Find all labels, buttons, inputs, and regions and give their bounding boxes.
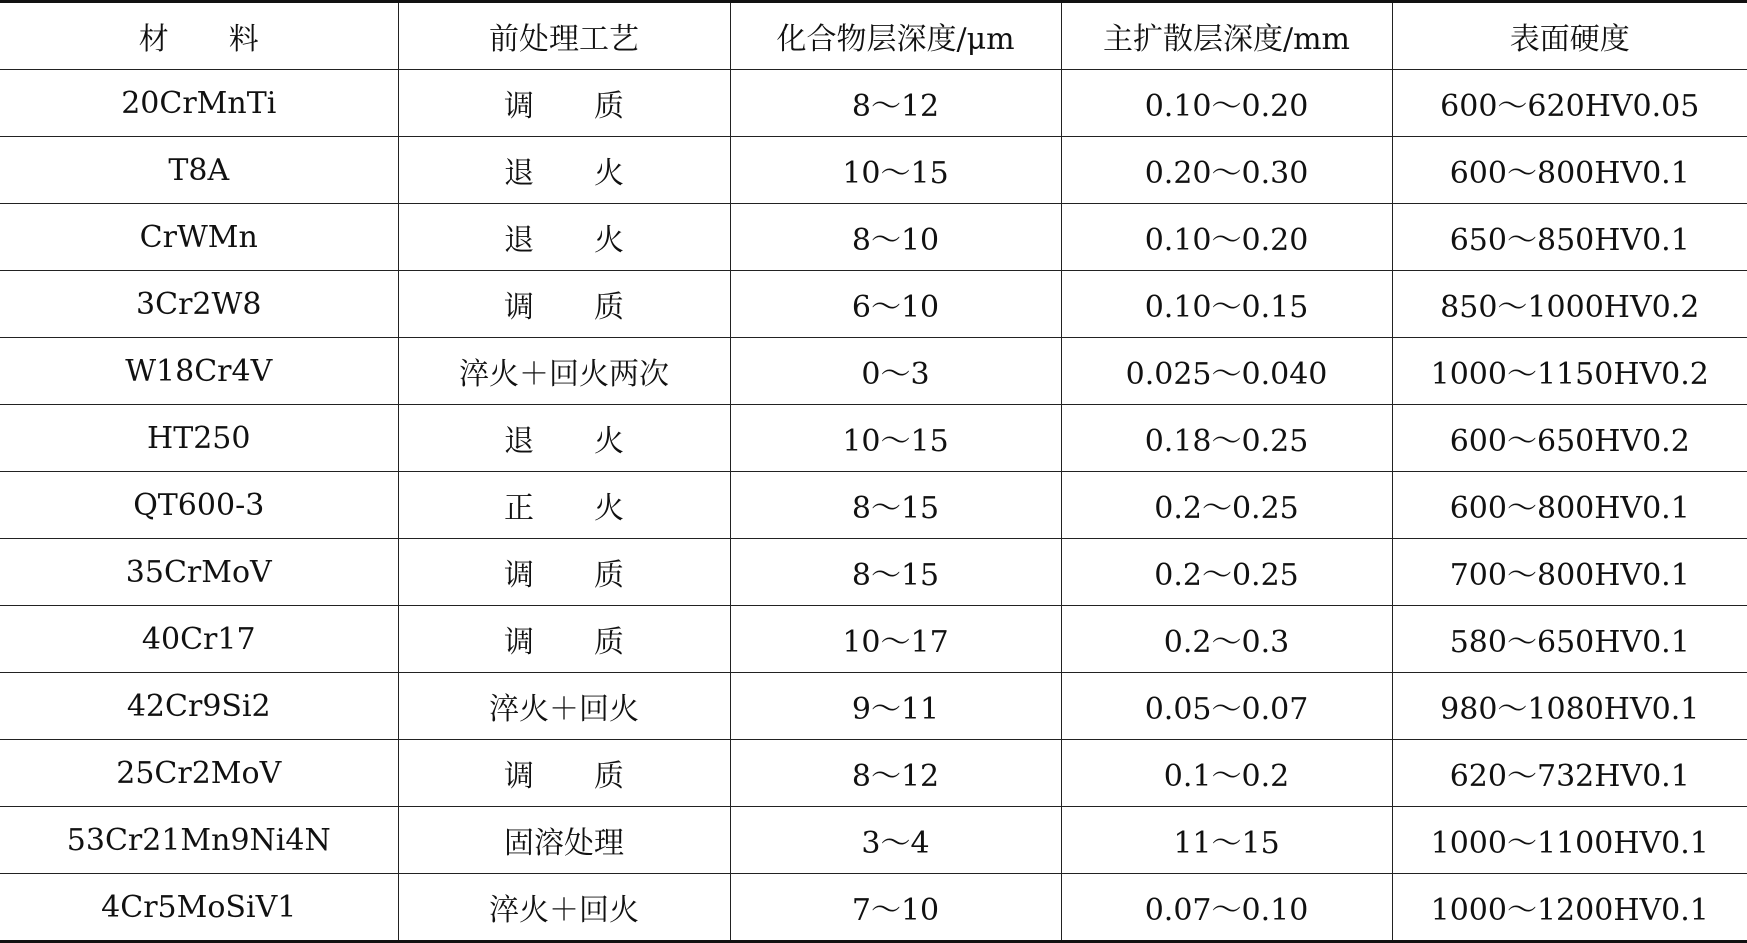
pretreatment-cell: 淬火＋回火 <box>398 673 730 740</box>
table-row <box>0 472 1747 539</box>
header-material: 材 料 <box>0 2 398 70</box>
header-pretreatment: 前处理工艺 <box>398 2 730 70</box>
material-cell: 4Cr5MoSiV1 <box>0 874 398 942</box>
pretreatment-cell: 退 火 <box>398 405 730 472</box>
hardness-cell: 1000～1200HV0.1 <box>1392 874 1747 942</box>
table-row <box>0 807 1747 874</box>
hardness-cell: 620～732HV0.1 <box>1392 740 1747 807</box>
compound-depth-cell: 8～12 <box>730 740 1061 807</box>
material-cell: QT600-3 <box>0 472 398 539</box>
hardness-cell: 1000～1150HV0.2 <box>1392 338 1747 405</box>
header-row <box>0 2 1747 70</box>
compound-depth-cell: 8～12 <box>730 70 1061 137</box>
diffusion-depth-cell: 11～15 <box>1061 807 1392 874</box>
pretreatment-cell: 调 质 <box>398 740 730 807</box>
table-row <box>0 874 1747 942</box>
table-row <box>0 70 1747 137</box>
diffusion-depth-cell: 0.1～0.2 <box>1061 740 1392 807</box>
diffusion-depth-cell: 0.18～0.25 <box>1061 405 1392 472</box>
table-row <box>0 539 1747 606</box>
hardness-cell: 600～800HV0.1 <box>1392 472 1747 539</box>
diffusion-depth-cell: 0.2～0.3 <box>1061 606 1392 673</box>
material-cell: 3Cr2W8 <box>0 271 398 338</box>
material-cell: 40Cr17 <box>0 606 398 673</box>
header-compound-layer-depth: 化合物层深度/μm <box>730 2 1061 70</box>
material-cell: 53Cr21Mn9Ni4N <box>0 807 398 874</box>
compound-depth-cell: 3～4 <box>730 807 1061 874</box>
diffusion-depth-cell: 0.10～0.20 <box>1061 204 1392 271</box>
diffusion-depth-cell: 0.10～0.15 <box>1061 271 1392 338</box>
compound-depth-cell: 10～15 <box>730 137 1061 204</box>
table-row <box>0 137 1747 204</box>
table-row <box>0 271 1747 338</box>
diffusion-depth-cell: 0.2～0.25 <box>1061 472 1392 539</box>
pretreatment-cell: 淬火＋回火 <box>398 874 730 942</box>
pretreatment-cell: 调 质 <box>398 271 730 338</box>
diffusion-depth-cell: 0.025～0.040 <box>1061 338 1392 405</box>
hardness-cell: 600～650HV0.2 <box>1392 405 1747 472</box>
hardness-cell: 650～850HV0.1 <box>1392 204 1747 271</box>
pretreatment-cell: 正 火 <box>398 472 730 539</box>
header-diffusion-layer-depth: 主扩散层深度/mm <box>1061 2 1392 70</box>
table-row <box>0 204 1747 271</box>
pretreatment-cell: 调 质 <box>398 70 730 137</box>
diffusion-depth-cell: 0.2～0.25 <box>1061 539 1392 606</box>
pretreatment-cell: 调 质 <box>398 539 730 606</box>
hardness-cell: 1000～1100HV0.1 <box>1392 807 1747 874</box>
hardness-cell: 850～1000HV0.2 <box>1392 271 1747 338</box>
material-cell: 25Cr2MoV <box>0 740 398 807</box>
compound-depth-cell: 8～10 <box>730 204 1061 271</box>
hardness-cell: 580～650HV0.1 <box>1392 606 1747 673</box>
hardness-cell: 700～800HV0.1 <box>1392 539 1747 606</box>
pretreatment-cell: 退 火 <box>398 137 730 204</box>
material-cell: HT250 <box>0 405 398 472</box>
compound-depth-cell: 10～17 <box>730 606 1061 673</box>
table-row <box>0 673 1747 740</box>
material-cell: W18Cr4V <box>0 338 398 405</box>
diffusion-depth-cell: 0.10～0.20 <box>1061 70 1392 137</box>
pretreatment-cell: 调 质 <box>398 606 730 673</box>
header-surface-hardness: 表面硬度 <box>1392 2 1747 70</box>
diffusion-depth-cell: 0.05～0.07 <box>1061 673 1392 740</box>
material-cell: CrWMn <box>0 204 398 271</box>
compound-depth-cell: 7～10 <box>730 874 1061 942</box>
material-cell: 20CrMnTi <box>0 70 398 137</box>
compound-depth-cell: 8～15 <box>730 539 1061 606</box>
compound-depth-cell: 6～10 <box>730 271 1061 338</box>
compound-depth-cell: 9～11 <box>730 673 1061 740</box>
diffusion-depth-cell: 0.07～0.10 <box>1061 874 1392 942</box>
compound-depth-cell: 8～15 <box>730 472 1061 539</box>
table-header <box>0 2 1747 70</box>
hardness-cell: 980～1080HV0.1 <box>1392 673 1747 740</box>
material-cell: T8A <box>0 137 398 204</box>
hardness-cell: 600～800HV0.1 <box>1392 137 1747 204</box>
table-row <box>0 405 1747 472</box>
table-body <box>0 70 1747 942</box>
diffusion-depth-cell: 0.20～0.30 <box>1061 137 1392 204</box>
compound-depth-cell: 10～15 <box>730 405 1061 472</box>
pretreatment-cell: 退 火 <box>398 204 730 271</box>
table-row <box>0 606 1747 673</box>
table-row <box>0 338 1747 405</box>
hardness-cell: 600～620HV0.05 <box>1392 70 1747 137</box>
compound-depth-cell: 0～3 <box>730 338 1061 405</box>
pretreatment-cell: 固溶处理 <box>398 807 730 874</box>
pretreatment-cell: 淬火＋回火两次 <box>398 338 730 405</box>
table-row <box>0 740 1747 807</box>
material-cell: 35CrMoV <box>0 539 398 606</box>
material-cell: 42Cr9Si2 <box>0 673 398 740</box>
